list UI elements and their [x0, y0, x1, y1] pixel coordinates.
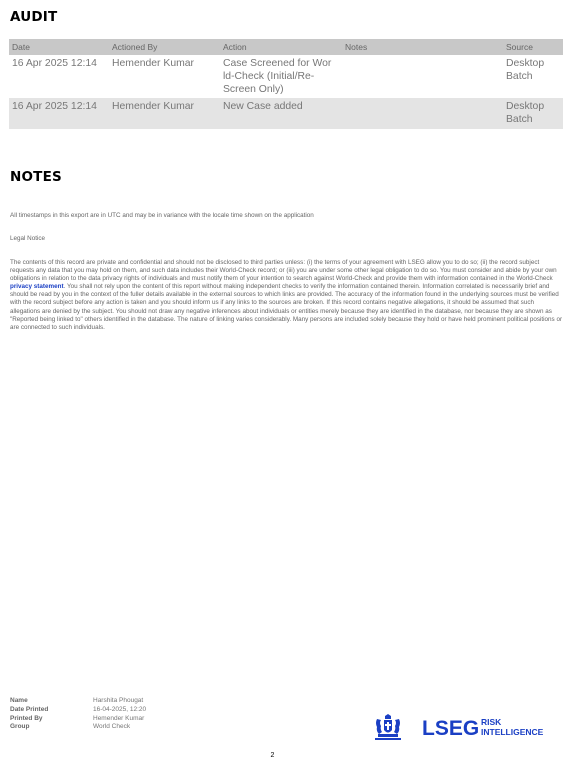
column-header-actioned-by: Actioned By [109, 39, 220, 55]
cell-actioned-by: Hemender Kumar [109, 55, 220, 98]
column-header-notes: Notes [342, 39, 503, 55]
print-info-value: World Check [93, 723, 131, 731]
legal-text-part: The contents of this record are private and confidential and should not be disclosed to third parties unless: (i) the terms of your agreement with LSEG allow you to do so; (ii) the record subject requests any data that you may hold on them, and such data includes their World-Check record; or (iii) you are under some other legal obligation to do so. You must consider and abide by your own obligations in relation to the data privacy rights of individuals and must notify them of your intention to search against World-Check and provide them with information contained in the World-Check [10, 259, 557, 283]
print-info-value: Hemender Kumar [93, 714, 145, 722]
print-info-value: 16-04-2025, 12:20 [93, 705, 147, 713]
print-info-row [10, 697, 146, 706]
logo-sub-intelligence: INTELLIGENCE [481, 727, 544, 737]
coat-of-arms-icon [375, 714, 401, 740]
print-info-row [10, 723, 146, 732]
cell-action: New Case added [220, 98, 342, 129]
cell-date: 16 Apr 2025 12:14 [9, 55, 109, 98]
cell-action-line: ld-Check (Initial/Re- [223, 71, 315, 82]
print-info [10, 697, 146, 732]
cell-source-line: Desktop [506, 58, 545, 69]
audit-table-header [9, 39, 563, 55]
logo-sub-risk: RISK [481, 717, 502, 727]
column-header-date: Date [9, 39, 109, 55]
cell-source-line: Batch [506, 114, 533, 125]
cell-action-line: Case Screened for Wor [223, 58, 332, 69]
print-info-label: Name [10, 697, 28, 704]
cell-date: 16 Apr 2025 12:14 [9, 98, 109, 129]
print-info-value: Harshita Phougat [93, 697, 144, 704]
table-row [9, 98, 563, 129]
legal-text-part: . You shall not rely upon the content of this report without making independent checks to verify the information contained therein. Information correlated is necessarily brief and should be read by you in the context of the fuller details available in the external sources to which links are provided. The accuracy of the information found in the underlying sources must be verified with the record subject before any action is taken and you should inform us if any links to the sources are broken. If this record contains negative allegations, it should be assumed that such allegations are denied by the subject. You should not draw any negative inferences about individuals or entities merely because they are identified in the database, nor because they are shown as "Reported being linked to" others identified in the database. The nature of linking varies considerably. Many persons are included solely because they hold or have held prominent political positions or are connected to such individuals. [10, 283, 563, 331]
print-info-row [10, 706, 146, 715]
lseg-risk-intelligence-logo [374, 713, 550, 741]
cell-action [220, 55, 342, 98]
cell-source-line: Desktop [506, 101, 545, 112]
audit-heading: AUDIT [10, 9, 58, 25]
column-header-source: Source [503, 39, 563, 55]
privacy-statement-link[interactable]: privacy statement [10, 283, 64, 291]
print-info-label: Group [10, 723, 30, 731]
notes-heading: NOTES [10, 169, 62, 185]
logo-wordmark: LSEG [422, 717, 480, 740]
audit-table [9, 39, 563, 129]
table-row [9, 55, 563, 98]
cell-source-line: Batch [506, 71, 533, 82]
legal-notice-text [10, 259, 563, 332]
column-header-action: Action [220, 39, 342, 55]
cell-source [503, 98, 563, 129]
cell-notes [342, 55, 503, 98]
timestamp-note: All timestamps in this export are in UTC and may be in variance with the locale time shown on the application [10, 212, 314, 219]
print-info-row [10, 715, 146, 724]
print-info-label: Printed By [10, 714, 43, 722]
page-number: 2 [270, 752, 275, 759]
legal-notice-heading: Legal Notice [10, 235, 46, 242]
cell-source [503, 55, 563, 98]
cell-actioned-by: Hemender Kumar [109, 98, 220, 129]
cell-notes [342, 98, 503, 129]
print-info-label: Date Printed [10, 705, 49, 713]
cell-action-line: Screen Only) [223, 84, 284, 95]
